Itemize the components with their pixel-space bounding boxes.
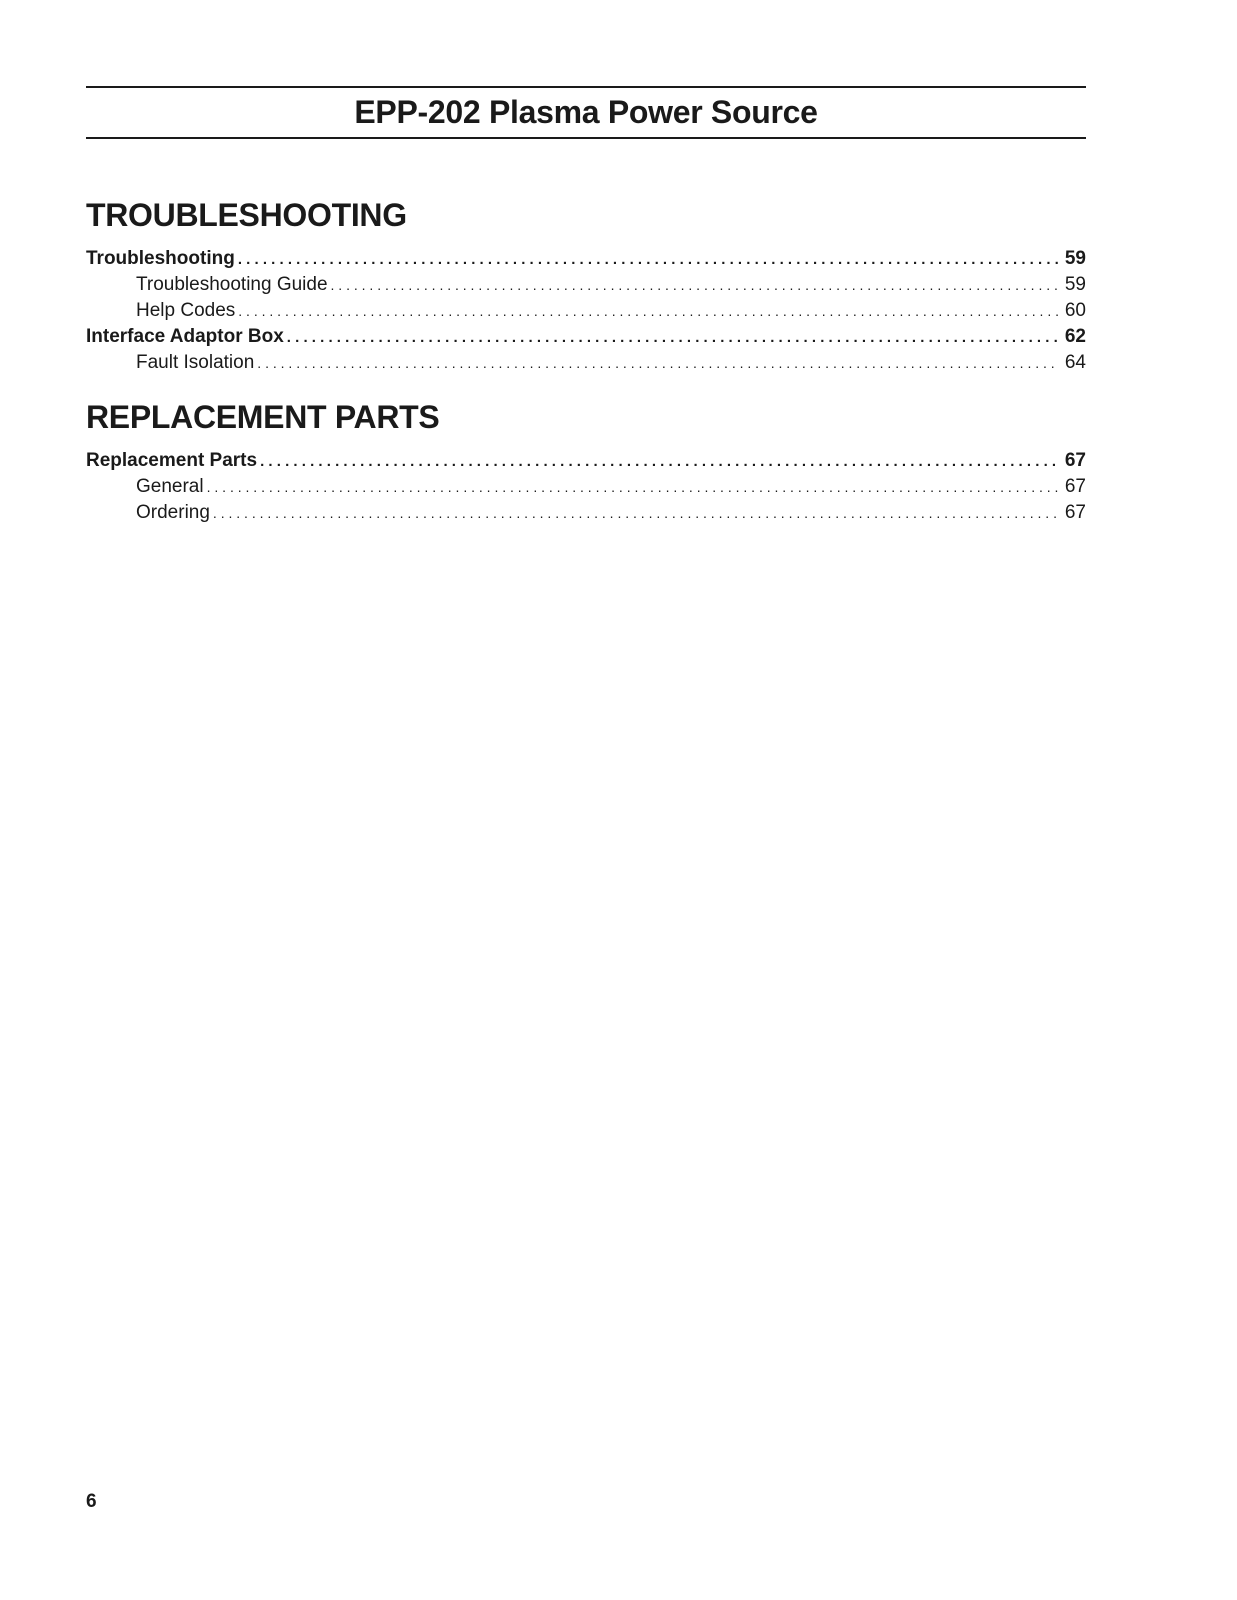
section-heading-replacement-parts: REPLACEMENT PARTS [86, 399, 440, 435]
toc-entry-help-codes[interactable] [136, 298, 1086, 324]
toc-entry-label: Ordering [136, 502, 210, 523]
toc-entry-page: 64 [1064, 352, 1086, 373]
toc-dot-leader [238, 298, 1058, 324]
toc-dot-leader [257, 350, 1058, 376]
toc-entry-page: 67 [1064, 450, 1086, 471]
toc-entry-interface-adaptor-box[interactable] [86, 324, 1086, 350]
toc-dot-leader [331, 272, 1058, 298]
toc-entry-page: 60 [1064, 300, 1086, 321]
page-number: 6 [86, 1491, 97, 1512]
toc-dot-leader [287, 324, 1058, 351]
toc-entry-label: Help Codes [136, 300, 236, 321]
toc-entry-label: Fault Isolation [136, 352, 255, 373]
toc-entry-general[interactable] [136, 474, 1086, 500]
toc-entry-page: 67 [1064, 502, 1086, 523]
document-title: EPP-202 Plasma Power Source [354, 94, 818, 130]
header-bottom-rule [86, 137, 1086, 139]
toc-entry-label: Interface Adaptor Box [86, 326, 284, 347]
toc-entry-page: 59 [1064, 248, 1086, 269]
toc-dot-leader [207, 474, 1058, 500]
toc-entry-ordering[interactable] [136, 500, 1086, 526]
toc-entry-replacement-parts[interactable] [86, 448, 1086, 474]
toc-entry-fault-isolation[interactable] [136, 350, 1086, 376]
toc-dot-leader [260, 448, 1058, 475]
toc-dot-leader [238, 246, 1058, 273]
toc-entry-label: Replacement Parts [86, 450, 258, 471]
toc-dot-leader [213, 500, 1058, 526]
toc-entry-label: Troubleshooting Guide [136, 274, 328, 295]
toc-entry-page: 67 [1064, 476, 1086, 497]
section-heading-troubleshooting: TROUBLESHOOTING [86, 197, 407, 233]
toc-entry-page: 62 [1064, 326, 1086, 347]
toc-entry-label: Troubleshooting [86, 248, 235, 269]
toc-entry-page: 59 [1064, 274, 1086, 295]
toc-entry-label: General [136, 476, 204, 497]
header-top-rule [86, 86, 1086, 88]
toc-entry-troubleshooting-guide[interactable] [136, 272, 1086, 298]
toc-entry-troubleshooting[interactable] [86, 246, 1086, 272]
